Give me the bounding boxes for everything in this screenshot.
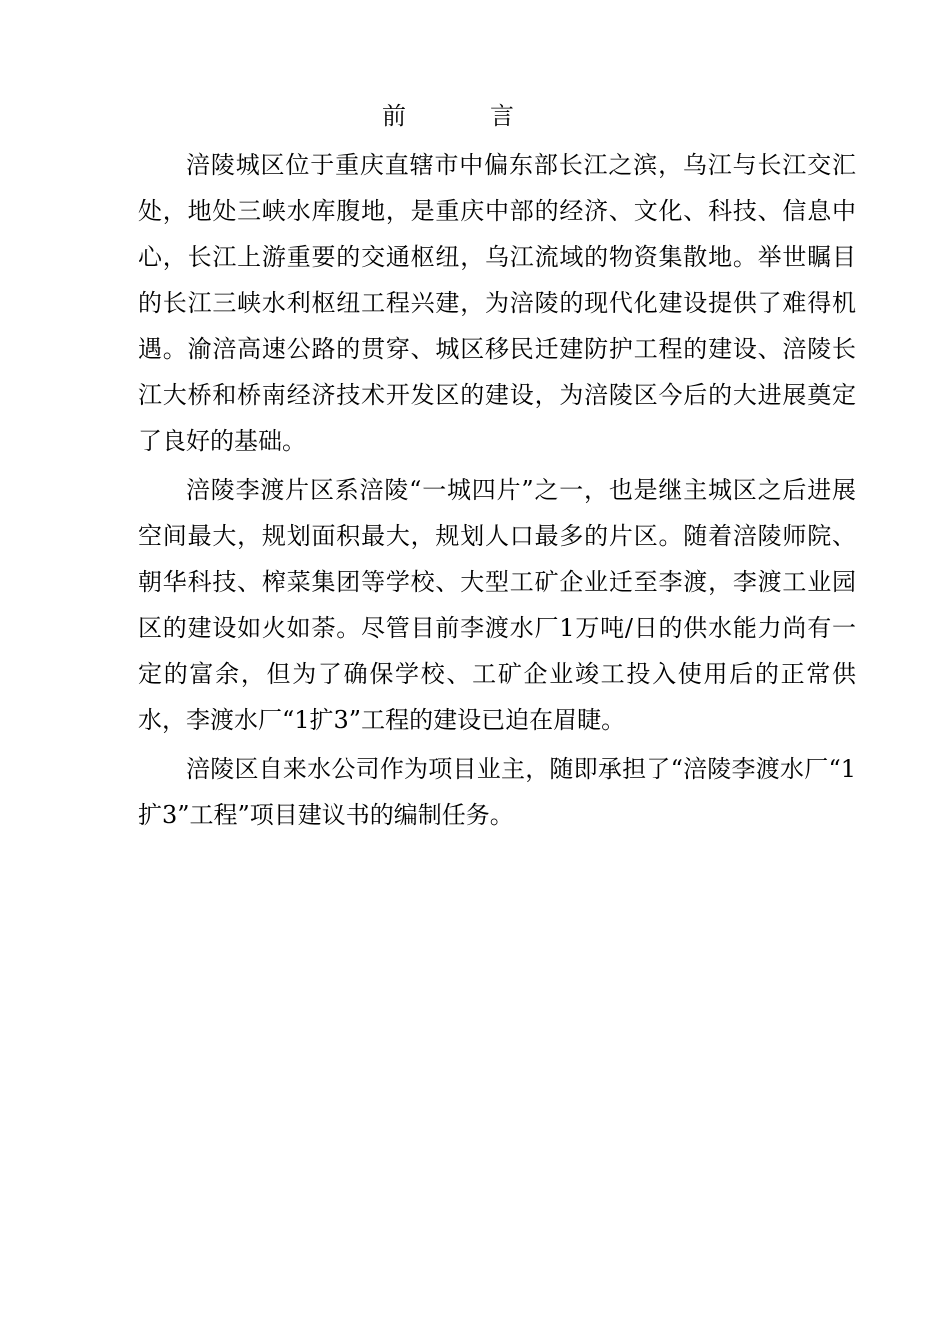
page-title: 前言: [382, 102, 598, 130]
paragraph-1: 涪陵城区位于重庆直辖市中偏东部长江之滨，乌江与长江交汇处，地处三峡水库腹地，是重庆中部的经济、文化、科技、信息中心，长江上游重要的交通枢纽，乌江流域的物资集散地。举世瞩目的长江三峡水利枢纽工程兴建，为涪陵的现代化建设提供了难得机遇。渝涪高速公路的贯穿、城区移民迁建防护工程的建设、涪陵长江大桥和桥南经济技术开发区的建设，为涪陵区今后的大进展奠定了良好的基础。: [138, 151, 856, 455]
paragraph-2: 涪陵李渡片区系涪陵“一城四片”之一，也是继主城区之后进展空间最大，规划面积最大，规划人口最多的片区。随着涪陵师院、朝华科技、榨菜集团等学校、大型工矿企业迁至李渡，李渡工业园区的建设如火如荼。尽管目前李渡水厂1万吨/日的供水能力尚有一定的富余，但为了确保学校、工矿企业竣工投入使用后的正常供水，李渡水厂“1扩3”工程的建设已迫在眉睫。: [138, 476, 856, 734]
document-body: [138, 142, 856, 841]
paragraph-3: 涪陵区自来水公司作为项目业主，随即承担了“涪陵李渡水厂“1扩3”工程”项目建议书的编制任务。: [138, 755, 856, 829]
